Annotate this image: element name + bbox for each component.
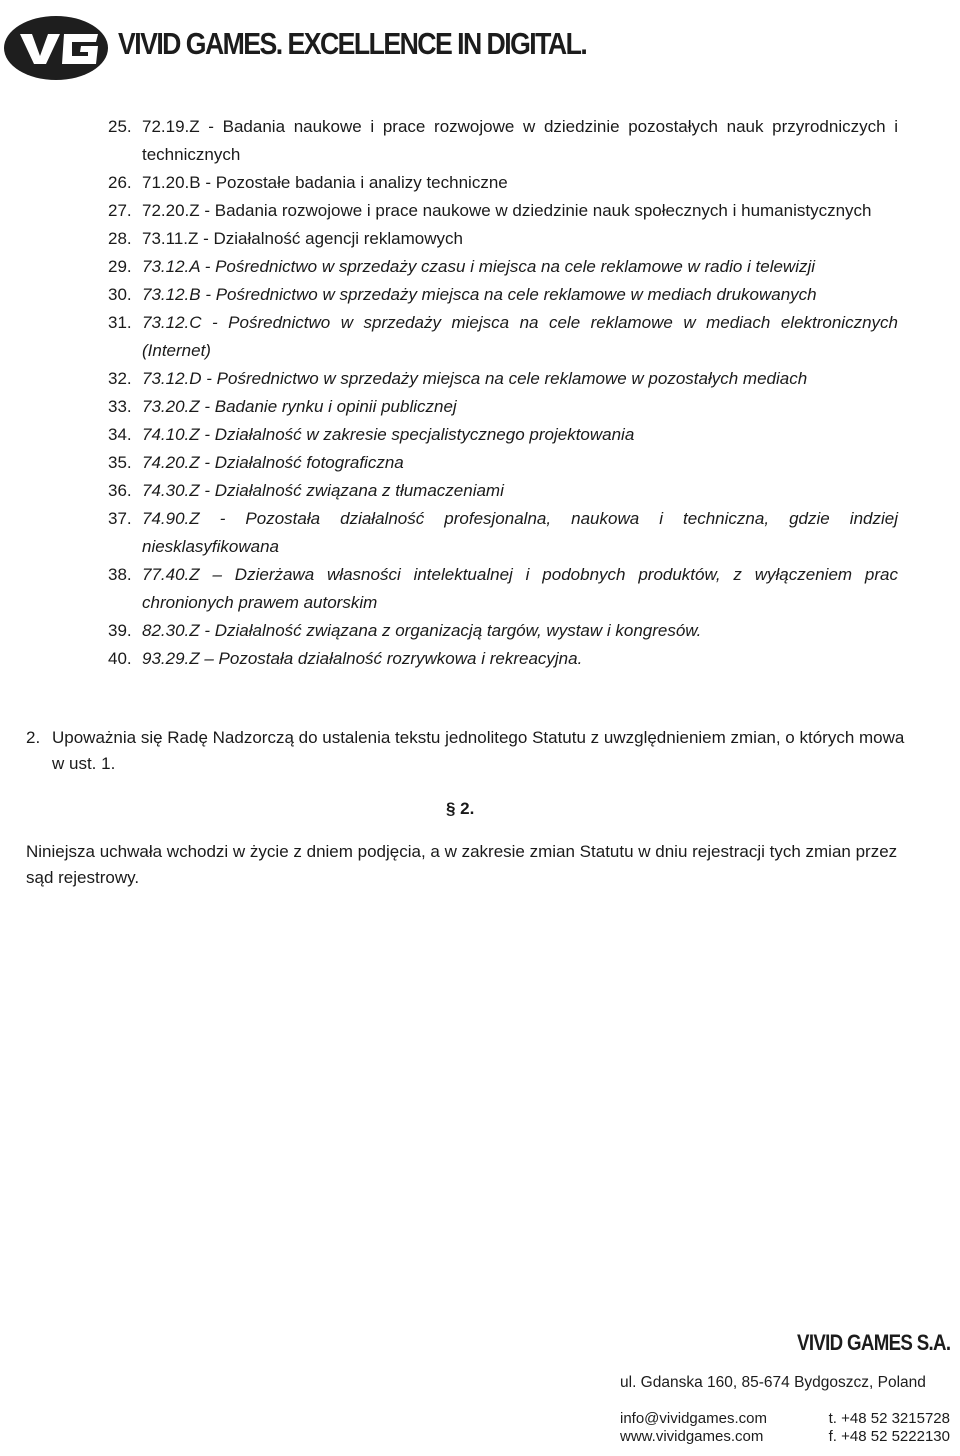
list-item	[108, 113, 898, 169]
footer-phone: t. +48 52 3215728	[828, 1410, 950, 1427]
footer-fax: f. +48 52 5222130	[828, 1428, 950, 1445]
list-item	[108, 477, 898, 505]
list-item-text: 72.19.Z - Badania naukowe i prace rozwojowe w dziedzinie pozostałych nauk przyrodniczych i technicznych	[142, 117, 898, 164]
list-item	[108, 225, 898, 253]
closing-paragraph: Niniejsza uchwała wchodzi w życie z dniem podjęcia, a w zakresie zmian Statutu w dniu rejestracji tych zmian przez sąd rejestrowy.	[26, 842, 898, 887]
list-item	[108, 421, 898, 449]
list-item-text: 73.12.C - Pośrednictwo w sprzedaży miejsca na cele reklamowe w mediach elektronicznych (Internet)	[142, 313, 898, 360]
list-item	[108, 645, 898, 673]
list-item-text: 73.12.D - Pośrednictwo w sprzedaży miejsca na cele reklamowe w pozostałych mediach	[142, 369, 808, 388]
point-2-number: 2.	[26, 728, 41, 747]
section-heading: § 2.	[446, 799, 475, 818]
footer-company: VIVID GAMES S.A.	[796, 1330, 950, 1355]
list-item	[108, 505, 898, 561]
list-item-number: 38.	[108, 565, 132, 584]
list-item	[108, 365, 898, 393]
list-item-number: 27.	[108, 201, 132, 220]
list-item-number: 34.	[108, 425, 132, 444]
point-2-text: Upoważnia się Radę Nadzorczą do ustalenia tekstu jednolitego Statutu z uwzględnieniem zmian, o których mowa w ust. 1.	[52, 728, 905, 773]
list-item-number: 32.	[108, 369, 132, 388]
list-item-number: 36.	[108, 481, 132, 500]
list-item-text: 77.40.Z – Dzierżawa własności intelektualnej i podobnych produktów, z wyłączeniem prac chronionych prawem autorskim	[142, 565, 898, 612]
list-item-text: 73.12.A - Pośrednictwo w sprzedaży czasu i miejsca na cele reklamowe w radio i telewizji	[142, 257, 816, 276]
letterhead	[0, 0, 960, 90]
list-item-text: 73.11.Z - Działalność agencji reklamowych	[142, 229, 463, 248]
list-item-text: 74.10.Z - Działalność w zakresie specjalistycznego projektowania	[142, 425, 635, 444]
list-item-number: 28.	[108, 229, 132, 248]
list-item-number: 40.	[108, 649, 132, 668]
list-item	[108, 393, 898, 421]
list-item-number: 25.	[108, 117, 132, 136]
list-item-number: 31.	[108, 313, 132, 332]
list-item-text: 71.20.B - Pozostałe badania i analizy techniczne	[142, 173, 508, 192]
list-item	[108, 281, 898, 309]
list-item-text: 74.30.Z - Działalność związana z tłumaczeniami	[142, 481, 504, 500]
list-item	[108, 197, 898, 225]
footer-contact	[620, 1410, 950, 1446]
footer-email[interactable]: info@vividgames.com	[620, 1410, 767, 1427]
list-item-text: 73.12.B - Pośrednictwo w sprzedaży miejsca na cele reklamowe w mediach drukowanych	[142, 285, 817, 304]
point-2	[26, 725, 906, 777]
list-item-text: 73.20.Z - Badanie rynku i opinii publicznej	[142, 397, 457, 416]
list-item-text: 74.90.Z - Pozostała działalność profesjonalna, naukowa i techniczna, gdzie indziej niesklasyfikowana	[142, 509, 898, 556]
list-item-text: 72.20.Z - Badania rozwojowe i prace naukowe w dziedzinie nauk społecznych i humanistycznych	[142, 201, 872, 220]
list-item-number: 30.	[108, 285, 132, 304]
list-item	[108, 617, 898, 645]
list-item	[108, 449, 898, 477]
footer-website[interactable]: www.vividgames.com	[620, 1428, 764, 1445]
vivid-games-logo	[2, 14, 110, 87]
list-item-number: 26.	[108, 173, 132, 192]
list-item-number: 33.	[108, 397, 132, 416]
list-item-text: 74.20.Z - Działalność fotograficzna	[142, 453, 404, 472]
list-item-number: 37.	[108, 509, 132, 528]
list-item-number: 39.	[108, 621, 132, 640]
list-item-text: 93.29.Z – Pozostała działalność rozrywkowa i rekreacyjna.	[142, 649, 583, 668]
footer-address: ul. Gdanska 160, 85-674 Bydgoszcz, Poland	[620, 1374, 926, 1391]
list-item	[108, 309, 898, 365]
tagline: VIVID GAMES. EXCELLENCE IN DIGITAL.	[118, 26, 587, 61]
list-item	[108, 169, 898, 197]
list-item-text: 82.30.Z - Działalność związana z organizacją targów, wystaw i kongresów.	[142, 621, 702, 640]
list-item	[108, 561, 898, 617]
list-item-number: 35.	[108, 453, 132, 472]
list-item-number: 29.	[108, 257, 132, 276]
list-item	[108, 253, 898, 281]
pkd-code-list	[108, 113, 898, 673]
